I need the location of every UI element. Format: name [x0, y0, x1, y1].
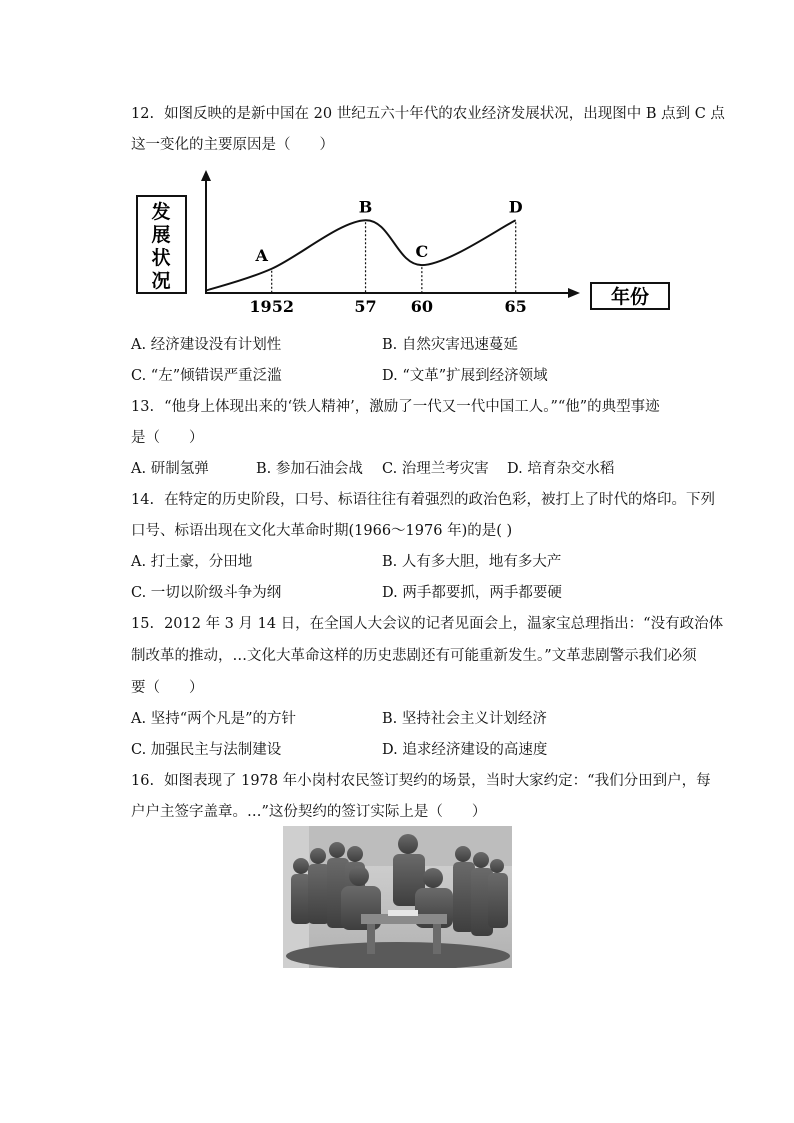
q12-stem-line1: [131, 102, 725, 123]
xiaogang-sculpture-photo: [283, 826, 512, 968]
q14-option-a[interactable]: A. 打土豪，分田地: [131, 554, 253, 570]
x-axis-arrow-icon: [568, 288, 580, 298]
point-label-C: C: [415, 242, 429, 262]
q14-number: 14.: [131, 492, 155, 508]
development-curve: [206, 220, 516, 290]
x-tick-label: 1952: [249, 297, 294, 316]
q15-stem-line1: [131, 612, 723, 633]
q15-stem-line2: 制改革的推动，…文化大革命这样的历史悲剧还有可能重新发生。”文革悲剧警示我们必须: [131, 648, 697, 664]
q12-option-a[interactable]: A. 经济建设没有计划性: [131, 337, 282, 353]
x-axis-label: 年份: [610, 286, 650, 308]
q15-option-d[interactable]: D. 追求经济建设的高速度: [382, 742, 548, 758]
q15-number: 15.: [131, 616, 155, 632]
y-axis-label-char: 发: [151, 201, 171, 223]
q16-text-line1: 如图表现了 1978 年小岗村农民签订契约的场景，当时大家约定：“我们分田到户，每: [164, 773, 711, 789]
q15-option-a[interactable]: A. 坚持“两个凡是”的方针: [131, 711, 297, 727]
x-tick-label: 60: [410, 297, 433, 316]
y-axis-label: [151, 200, 170, 292]
q12-option-b[interactable]: B. 自然灾害迅速蔓延: [382, 337, 518, 353]
q15-option-c[interactable]: C. 加强民主与法制建设: [131, 742, 282, 758]
q16-stem-line1: [131, 769, 711, 790]
point-label-B: B: [358, 197, 373, 217]
q12-option-c[interactable]: C. “左”倾错误严重泛滥: [131, 368, 282, 384]
q12-number: 12.: [131, 106, 155, 122]
q12-option-d[interactable]: D. “文革”扩展到经济领域: [382, 368, 548, 384]
q15-stem-line3: 要（ ）: [131, 680, 204, 696]
q13-text-line1: “他身上体现出来的‘铁人精神’，激励了一代又一代中国工人。”“他”的典型事迹: [164, 399, 660, 415]
y-axis-label-char: 状: [151, 247, 171, 269]
q14-option-b[interactable]: B. 人有多大胆，地有多大产: [382, 554, 562, 570]
y-axis-label-char: 展: [151, 224, 171, 246]
q12-text-line1: 如图反映的是新中国在 20 世纪五六十年代的农业经济发展状况，出现图中 B 点到 C 点: [164, 106, 725, 122]
point-label-D: D: [508, 197, 523, 217]
q13-option-d[interactable]: D. 培育杂交水稻: [507, 461, 615, 477]
agri-development-chart: [128, 166, 676, 318]
y-axis-arrow-icon: [201, 170, 211, 181]
q16-number: 16.: [131, 773, 155, 789]
q16-stem-line2: 户户主签字盖章。…”这份契约的签订实际上是（ ）: [131, 804, 487, 820]
q14-text-line1: 在特定的历史阶段，口号、标语往往有着强烈的政治色彩，被打上了时代的烙印。下列: [164, 492, 716, 508]
x-tick-label: 65: [504, 297, 527, 316]
q13-stem-line1: [131, 395, 660, 416]
y-axis-label-char: 况: [151, 270, 171, 292]
q14-stem-line1: [131, 488, 715, 509]
q13-number: 13.: [131, 399, 155, 415]
q12-stem-line2: 这一变化的主要原因是（ ）: [131, 137, 334, 153]
q15-option-b[interactable]: B. 坚持社会主义计划经济: [382, 711, 547, 727]
q15-text-line1: 2012 年 3 月 14 日，在全国人大会议的记者见面会上，温家宝总理指出：“没有政治体: [164, 616, 724, 632]
q14-stem-line2: 口号、标语出现在文化大革命时期(1966～1976 年)的是( ): [131, 523, 513, 539]
q14-option-c[interactable]: C. 一切以阶级斗争为纲: [131, 585, 282, 601]
q13-option-b[interactable]: B. 参加石油会战: [256, 461, 363, 477]
q14-option-d[interactable]: D. 两手都要抓，两手都要硬: [382, 585, 562, 601]
q13-option-a[interactable]: A. 研制氢弹: [131, 461, 209, 477]
q13-option-c[interactable]: C. 治理兰考灾害: [382, 461, 489, 477]
point-label-A: A: [255, 245, 268, 265]
q13-stem-line2: 是（ ）: [131, 430, 204, 446]
x-tick-label: 57: [354, 297, 377, 316]
